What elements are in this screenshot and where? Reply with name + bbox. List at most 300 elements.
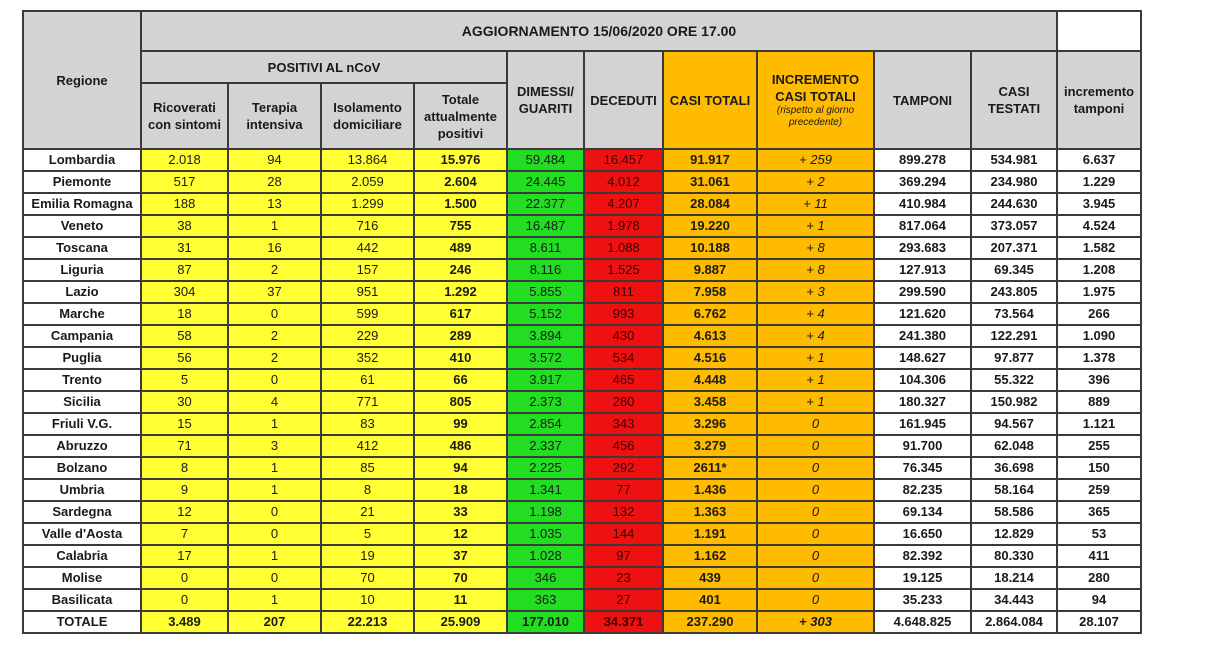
cell-incremento-tamponi: 1.121 bbox=[1057, 413, 1141, 435]
cell-ricoverati: 71 bbox=[141, 435, 228, 457]
cell-dimessi: 1.028 bbox=[507, 545, 584, 567]
cell-incremento-tamponi: 4.524 bbox=[1057, 215, 1141, 237]
header-incremento-casi bbox=[757, 51, 874, 149]
table-row bbox=[23, 303, 1141, 325]
cell-casi-totali: 19.220 bbox=[663, 215, 757, 237]
cell-region: Marche bbox=[23, 303, 141, 325]
cell-dimessi: 1.035 bbox=[507, 523, 584, 545]
cell-terapia: 0 bbox=[228, 369, 321, 391]
cell-totale-positivi: 246 bbox=[414, 259, 507, 281]
table-row bbox=[23, 259, 1141, 281]
cell-region: Molise bbox=[23, 567, 141, 589]
cell-totale-positivi: 410 bbox=[414, 347, 507, 369]
cell-terapia: 0 bbox=[228, 523, 321, 545]
table-row bbox=[23, 347, 1141, 369]
cell-totale-positivi: 66 bbox=[414, 369, 507, 391]
cell-ricoverati: 18 bbox=[141, 303, 228, 325]
cell-incremento-casi: 0 bbox=[757, 435, 874, 457]
cell-casi-testati: 234.980 bbox=[971, 171, 1057, 193]
cell-terapia: 1 bbox=[228, 545, 321, 567]
cell-casi-totali: 9.887 bbox=[663, 259, 757, 281]
cell-deceduti: 1.525 bbox=[584, 259, 663, 281]
cell-ricoverati: 0 bbox=[141, 567, 228, 589]
cell-terapia: 3 bbox=[228, 435, 321, 457]
cell-incremento-casi: 0 bbox=[757, 523, 874, 545]
table-row bbox=[23, 149, 1141, 171]
cell-dimessi: 3.917 bbox=[507, 369, 584, 391]
cell-region: Bolzano bbox=[23, 457, 141, 479]
cell-ricoverati: 304 bbox=[141, 281, 228, 303]
cell-totale-positivi: 37 bbox=[414, 545, 507, 567]
cell-dimessi: 1.198 bbox=[507, 501, 584, 523]
cell-region: Veneto bbox=[23, 215, 141, 237]
cell-tamponi: 180.327 bbox=[874, 391, 971, 413]
cell-region: Trento bbox=[23, 369, 141, 391]
cell-incremento-tamponi: 396 bbox=[1057, 369, 1141, 391]
cell-casi-testati: 207.371 bbox=[971, 237, 1057, 259]
cell-casi-totali: 4.613 bbox=[663, 325, 757, 347]
table-row bbox=[23, 479, 1141, 501]
cell-ricoverati: 15 bbox=[141, 413, 228, 435]
header-update-title: AGGIORNAMENTO 15/06/2020 ORE 17.00 bbox=[141, 11, 1057, 51]
cell-incremento-tamponi: 411 bbox=[1057, 545, 1141, 567]
cell-isolamento: 10 bbox=[321, 589, 414, 611]
cell-dimessi: 346 bbox=[507, 567, 584, 589]
cell-isolamento: 229 bbox=[321, 325, 414, 347]
cell-incremento-tamponi: 6.637 bbox=[1057, 149, 1141, 171]
cell-incremento-tamponi: 280 bbox=[1057, 567, 1141, 589]
cell-incremento-casi: + 3 bbox=[757, 281, 874, 303]
cell-dimessi: 1.341 bbox=[507, 479, 584, 501]
cell-terapia: 2 bbox=[228, 325, 321, 347]
cell-totale-positivi: 18 bbox=[414, 479, 507, 501]
cell-casi-totali: 6.762 bbox=[663, 303, 757, 325]
cell-incremento-tamponi: 365 bbox=[1057, 501, 1141, 523]
cell-ricoverati: 38 bbox=[141, 215, 228, 237]
cell-tamponi: 127.913 bbox=[874, 259, 971, 281]
cell-dimessi: 16.487 bbox=[507, 215, 584, 237]
cell-deceduti: 4.207 bbox=[584, 193, 663, 215]
cell-casi-totali: 401 bbox=[663, 589, 757, 611]
cell-tamponi: 161.945 bbox=[874, 413, 971, 435]
cell-deceduti: 144 bbox=[584, 523, 663, 545]
cell-casi-testati: 94.567 bbox=[971, 413, 1057, 435]
cell-incremento-tamponi: 889 bbox=[1057, 391, 1141, 413]
cell-isolamento: 13.864 bbox=[321, 149, 414, 171]
cell-terapia: 94 bbox=[228, 149, 321, 171]
cell-ricoverati: 2.018 bbox=[141, 149, 228, 171]
cell-tamponi: 121.620 bbox=[874, 303, 971, 325]
cell-tamponi: 82.392 bbox=[874, 545, 971, 567]
cell-totale-positivi: 805 bbox=[414, 391, 507, 413]
cell-terapia: 2 bbox=[228, 347, 321, 369]
cell-casi-totali: 3.296 bbox=[663, 413, 757, 435]
cell-isolamento: 412 bbox=[321, 435, 414, 457]
cell-isolamento: 599 bbox=[321, 303, 414, 325]
header-regione: Regione bbox=[23, 11, 141, 149]
cell-incremento-casi: + 4 bbox=[757, 303, 874, 325]
cell-tamponi: 299.590 bbox=[874, 281, 971, 303]
cell-tamponi: 76.345 bbox=[874, 457, 971, 479]
cell-incremento-casi: + 8 bbox=[757, 259, 874, 281]
cell-totale-positivi: 99 bbox=[414, 413, 507, 435]
cell-incremento-casi: + 8 bbox=[757, 237, 874, 259]
total-row bbox=[23, 611, 1141, 633]
header-incremento-casi-label: INCREMENTO CASI TOTALI bbox=[771, 72, 860, 104]
cell-isolamento: 70 bbox=[321, 567, 414, 589]
cell-casi-totali: 7.958 bbox=[663, 281, 757, 303]
table-row bbox=[23, 325, 1141, 347]
cell-incremento-casi: + 2 bbox=[757, 171, 874, 193]
cell-tamponi: 148.627 bbox=[874, 347, 971, 369]
cell-isolamento: 157 bbox=[321, 259, 414, 281]
cell-incremento-tamponi: 94 bbox=[1057, 589, 1141, 611]
cell-casi-testati: 36.698 bbox=[971, 457, 1057, 479]
header-deceduti: DECEDUTI bbox=[584, 51, 663, 149]
cell-deceduti: 430 bbox=[584, 325, 663, 347]
cell-totale-positivi: 486 bbox=[414, 435, 507, 457]
cell-tamponi: 35.233 bbox=[874, 589, 971, 611]
cell-casi-totali: 3.458 bbox=[663, 391, 757, 413]
table-row bbox=[23, 281, 1141, 303]
table-row bbox=[23, 413, 1141, 435]
cell-deceduti: 993 bbox=[584, 303, 663, 325]
cell-isolamento: 22.213 bbox=[321, 611, 414, 633]
cell-ricoverati: 31 bbox=[141, 237, 228, 259]
cell-tamponi: 19.125 bbox=[874, 567, 971, 589]
cell-terapia: 1 bbox=[228, 457, 321, 479]
cell-dimessi: 5.855 bbox=[507, 281, 584, 303]
cell-ricoverati: 17 bbox=[141, 545, 228, 567]
header-blank-cell bbox=[1057, 11, 1141, 51]
cell-casi-totali: 4.516 bbox=[663, 347, 757, 369]
cell-region: Campania bbox=[23, 325, 141, 347]
cell-casi-testati: 373.057 bbox=[971, 215, 1057, 237]
cell-region: Piemonte bbox=[23, 171, 141, 193]
covid-regional-table bbox=[22, 10, 1142, 634]
header-totale-positivi: Totale attualmente positivi bbox=[414, 83, 507, 149]
cell-incremento-casi: 0 bbox=[757, 501, 874, 523]
cell-casi-testati: 73.564 bbox=[971, 303, 1057, 325]
cell-incremento-tamponi: 259 bbox=[1057, 479, 1141, 501]
cell-ricoverati: 56 bbox=[141, 347, 228, 369]
cell-incremento-casi: + 1 bbox=[757, 347, 874, 369]
cell-ricoverati: 8 bbox=[141, 457, 228, 479]
cell-isolamento: 85 bbox=[321, 457, 414, 479]
cell-casi-totali: 1.363 bbox=[663, 501, 757, 523]
cell-isolamento: 83 bbox=[321, 413, 414, 435]
cell-casi-totali: 2611* bbox=[663, 457, 757, 479]
cell-isolamento: 8 bbox=[321, 479, 414, 501]
cell-terapia: 1 bbox=[228, 479, 321, 501]
cell-isolamento: 61 bbox=[321, 369, 414, 391]
cell-incremento-casi: 0 bbox=[757, 479, 874, 501]
cell-casi-testati: 34.443 bbox=[971, 589, 1057, 611]
cell-casi-testati: 2.864.084 bbox=[971, 611, 1057, 633]
cell-isolamento: 19 bbox=[321, 545, 414, 567]
cell-deceduti: 456 bbox=[584, 435, 663, 457]
cell-terapia: 1 bbox=[228, 589, 321, 611]
cell-incremento-casi: + 1 bbox=[757, 215, 874, 237]
table-row bbox=[23, 567, 1141, 589]
cell-incremento-tamponi: 266 bbox=[1057, 303, 1141, 325]
cell-terapia: 207 bbox=[228, 611, 321, 633]
cell-incremento-tamponi: 1.208 bbox=[1057, 259, 1141, 281]
table-body bbox=[23, 149, 1141, 633]
cell-incremento-casi: + 11 bbox=[757, 193, 874, 215]
cell-casi-testati: 122.291 bbox=[971, 325, 1057, 347]
cell-deceduti: 4.012 bbox=[584, 171, 663, 193]
cell-region: Sardegna bbox=[23, 501, 141, 523]
cell-deceduti: 534 bbox=[584, 347, 663, 369]
cell-casi-testati: 534.981 bbox=[971, 149, 1057, 171]
cell-casi-totali: 1.436 bbox=[663, 479, 757, 501]
cell-totale-positivi: 1.292 bbox=[414, 281, 507, 303]
cell-incremento-casi: 0 bbox=[757, 567, 874, 589]
cell-dimessi: 2.373 bbox=[507, 391, 584, 413]
cell-totale-positivi: 70 bbox=[414, 567, 507, 589]
cell-deceduti: 34.371 bbox=[584, 611, 663, 633]
cell-region: Abruzzo bbox=[23, 435, 141, 457]
cell-totale-positivi: 15.976 bbox=[414, 149, 507, 171]
cell-tamponi: 293.683 bbox=[874, 237, 971, 259]
cell-ricoverati: 87 bbox=[141, 259, 228, 281]
cell-deceduti: 292 bbox=[584, 457, 663, 479]
table-row bbox=[23, 589, 1141, 611]
cell-terapia: 0 bbox=[228, 501, 321, 523]
cell-dimessi: 2.854 bbox=[507, 413, 584, 435]
cell-dimessi: 22.377 bbox=[507, 193, 584, 215]
cell-casi-testati: 150.982 bbox=[971, 391, 1057, 413]
cell-tamponi: 817.064 bbox=[874, 215, 971, 237]
cell-tamponi: 410.984 bbox=[874, 193, 971, 215]
cell-dimessi: 363 bbox=[507, 589, 584, 611]
cell-terapia: 4 bbox=[228, 391, 321, 413]
cell-casi-totali: 1.191 bbox=[663, 523, 757, 545]
cell-incremento-tamponi: 1.229 bbox=[1057, 171, 1141, 193]
table-row bbox=[23, 501, 1141, 523]
cell-incremento-tamponi: 255 bbox=[1057, 435, 1141, 457]
cell-casi-testati: 97.877 bbox=[971, 347, 1057, 369]
cell-totale-positivi: 755 bbox=[414, 215, 507, 237]
cell-totale-positivi: 617 bbox=[414, 303, 507, 325]
cell-ricoverati: 188 bbox=[141, 193, 228, 215]
table-row bbox=[23, 435, 1141, 457]
cell-region: Emilia Romagna bbox=[23, 193, 141, 215]
cell-region: Puglia bbox=[23, 347, 141, 369]
cell-dimessi: 8.611 bbox=[507, 237, 584, 259]
cell-terapia: 1 bbox=[228, 413, 321, 435]
cell-casi-totali: 3.279 bbox=[663, 435, 757, 457]
cell-region: Sicilia bbox=[23, 391, 141, 413]
cell-casi-totali: 237.290 bbox=[663, 611, 757, 633]
cell-casi-testati: 55.322 bbox=[971, 369, 1057, 391]
cell-terapia: 1 bbox=[228, 215, 321, 237]
cell-dimessi: 2.225 bbox=[507, 457, 584, 479]
cell-totale-positivi: 289 bbox=[414, 325, 507, 347]
header-casi-testati: CASI TESTATI bbox=[971, 51, 1057, 149]
cell-totale-positivi: 94 bbox=[414, 457, 507, 479]
cell-deceduti: 1.978 bbox=[584, 215, 663, 237]
cell-casi-totali: 31.061 bbox=[663, 171, 757, 193]
cell-terapia: 2 bbox=[228, 259, 321, 281]
cell-region: Lombardia bbox=[23, 149, 141, 171]
header-casi-totali: CASI TOTALI bbox=[663, 51, 757, 149]
cell-casi-totali: 10.188 bbox=[663, 237, 757, 259]
cell-incremento-casi: 0 bbox=[757, 545, 874, 567]
cell-deceduti: 280 bbox=[584, 391, 663, 413]
cell-incremento-casi: 0 bbox=[757, 589, 874, 611]
cell-casi-testati: 62.048 bbox=[971, 435, 1057, 457]
cell-incremento-casi: 0 bbox=[757, 457, 874, 479]
cell-incremento-casi: + 4 bbox=[757, 325, 874, 347]
cell-incremento-tamponi: 150 bbox=[1057, 457, 1141, 479]
cell-terapia: 13 bbox=[228, 193, 321, 215]
cell-casi-testati: 80.330 bbox=[971, 545, 1057, 567]
cell-tamponi: 91.700 bbox=[874, 435, 971, 457]
cell-dimessi: 5.152 bbox=[507, 303, 584, 325]
cell-ricoverati: 30 bbox=[141, 391, 228, 413]
cell-deceduti: 343 bbox=[584, 413, 663, 435]
table-row bbox=[23, 193, 1141, 215]
cell-region: Liguria bbox=[23, 259, 141, 281]
header-positivi: POSITIVI AL nCoV bbox=[141, 51, 507, 83]
table-row bbox=[23, 391, 1141, 413]
header-tamponi: TAMPONI bbox=[874, 51, 971, 149]
cell-terapia: 28 bbox=[228, 171, 321, 193]
cell-totale-positivi: 12 bbox=[414, 523, 507, 545]
cell-region: Umbria bbox=[23, 479, 141, 501]
cell-casi-testati: 18.214 bbox=[971, 567, 1057, 589]
cell-isolamento: 1.299 bbox=[321, 193, 414, 215]
cell-isolamento: 442 bbox=[321, 237, 414, 259]
cell-incremento-tamponi: 3.945 bbox=[1057, 193, 1141, 215]
cell-isolamento: 21 bbox=[321, 501, 414, 523]
cell-incremento-casi: + 259 bbox=[757, 149, 874, 171]
cell-totale-positivi: 1.500 bbox=[414, 193, 507, 215]
cell-incremento-tamponi: 1.975 bbox=[1057, 281, 1141, 303]
cell-incremento-casi: + 303 bbox=[757, 611, 874, 633]
cell-isolamento: 771 bbox=[321, 391, 414, 413]
cell-region: Toscana bbox=[23, 237, 141, 259]
table-row bbox=[23, 545, 1141, 567]
cell-isolamento: 5 bbox=[321, 523, 414, 545]
header-incremento-note: (rispetto al giorno precedente) bbox=[776, 105, 855, 128]
table-row bbox=[23, 215, 1141, 237]
cell-ricoverati: 517 bbox=[141, 171, 228, 193]
header-ricoverati: Ricoverati con sintomi bbox=[141, 83, 228, 149]
cell-deceduti: 77 bbox=[584, 479, 663, 501]
cell-region: TOTALE bbox=[23, 611, 141, 633]
table-row bbox=[23, 369, 1141, 391]
table-row bbox=[23, 523, 1141, 545]
table-row bbox=[23, 237, 1141, 259]
cell-dimessi: 8.116 bbox=[507, 259, 584, 281]
cell-tamponi: 82.235 bbox=[874, 479, 971, 501]
header-isolamento: Isolamento domiciliare bbox=[321, 83, 414, 149]
cell-deceduti: 465 bbox=[584, 369, 663, 391]
cell-dimessi: 24.445 bbox=[507, 171, 584, 193]
cell-ricoverati: 5 bbox=[141, 369, 228, 391]
cell-casi-totali: 28.084 bbox=[663, 193, 757, 215]
table-row bbox=[23, 457, 1141, 479]
cell-ricoverati: 0 bbox=[141, 589, 228, 611]
cell-isolamento: 951 bbox=[321, 281, 414, 303]
cell-region: Valle d'Aosta bbox=[23, 523, 141, 545]
header-dimessi: DIMESSI/ GUARITI bbox=[507, 51, 584, 149]
cell-incremento-casi: + 1 bbox=[757, 391, 874, 413]
cell-totale-positivi: 25.909 bbox=[414, 611, 507, 633]
cell-casi-testati: 244.630 bbox=[971, 193, 1057, 215]
cell-ricoverati: 9 bbox=[141, 479, 228, 501]
cell-incremento-casi: 0 bbox=[757, 413, 874, 435]
cell-terapia: 37 bbox=[228, 281, 321, 303]
cell-casi-totali: 4.448 bbox=[663, 369, 757, 391]
cell-region: Calabria bbox=[23, 545, 141, 567]
cell-incremento-tamponi: 28.107 bbox=[1057, 611, 1141, 633]
cell-tamponi: 369.294 bbox=[874, 171, 971, 193]
cell-dimessi: 2.337 bbox=[507, 435, 584, 457]
cell-terapia: 16 bbox=[228, 237, 321, 259]
cell-terapia: 0 bbox=[228, 303, 321, 325]
cell-totale-positivi: 33 bbox=[414, 501, 507, 523]
cell-casi-totali: 1.162 bbox=[663, 545, 757, 567]
cell-deceduti: 16.457 bbox=[584, 149, 663, 171]
cell-totale-positivi: 11 bbox=[414, 589, 507, 611]
cell-incremento-tamponi: 1.582 bbox=[1057, 237, 1141, 259]
cell-deceduti: 23 bbox=[584, 567, 663, 589]
cell-casi-totali: 439 bbox=[663, 567, 757, 589]
cell-tamponi: 899.278 bbox=[874, 149, 971, 171]
cell-casi-testati: 243.805 bbox=[971, 281, 1057, 303]
cell-ricoverati: 12 bbox=[141, 501, 228, 523]
cell-deceduti: 811 bbox=[584, 281, 663, 303]
cell-casi-testati: 69.345 bbox=[971, 259, 1057, 281]
cell-isolamento: 716 bbox=[321, 215, 414, 237]
cell-terapia: 0 bbox=[228, 567, 321, 589]
cell-tamponi: 4.648.825 bbox=[874, 611, 971, 633]
cell-incremento-tamponi: 53 bbox=[1057, 523, 1141, 545]
header-terapia: Terapia intensiva bbox=[228, 83, 321, 149]
cell-tamponi: 69.134 bbox=[874, 501, 971, 523]
cell-deceduti: 132 bbox=[584, 501, 663, 523]
cell-region: Basilicata bbox=[23, 589, 141, 611]
cell-region: Lazio bbox=[23, 281, 141, 303]
cell-totale-positivi: 2.604 bbox=[414, 171, 507, 193]
cell-region: Friuli V.G. bbox=[23, 413, 141, 435]
cell-incremento-tamponi: 1.378 bbox=[1057, 347, 1141, 369]
cell-dimessi: 177.010 bbox=[507, 611, 584, 633]
cell-casi-testati: 58.164 bbox=[971, 479, 1057, 501]
header-incremento-tamponi: incremento tamponi bbox=[1057, 51, 1141, 149]
cell-tamponi: 104.306 bbox=[874, 369, 971, 391]
cell-deceduti: 27 bbox=[584, 589, 663, 611]
cell-incremento-tamponi: 1.090 bbox=[1057, 325, 1141, 347]
cell-ricoverati: 58 bbox=[141, 325, 228, 347]
cell-deceduti: 97 bbox=[584, 545, 663, 567]
cell-isolamento: 352 bbox=[321, 347, 414, 369]
cell-tamponi: 241.380 bbox=[874, 325, 971, 347]
table-row bbox=[23, 171, 1141, 193]
cell-casi-totali: 91.917 bbox=[663, 149, 757, 171]
covid-table-container bbox=[22, 10, 1142, 634]
cell-deceduti: 1.088 bbox=[584, 237, 663, 259]
cell-tamponi: 16.650 bbox=[874, 523, 971, 545]
cell-dimessi: 3.894 bbox=[507, 325, 584, 347]
cell-isolamento: 2.059 bbox=[321, 171, 414, 193]
cell-casi-testati: 12.829 bbox=[971, 523, 1057, 545]
cell-totale-positivi: 489 bbox=[414, 237, 507, 259]
